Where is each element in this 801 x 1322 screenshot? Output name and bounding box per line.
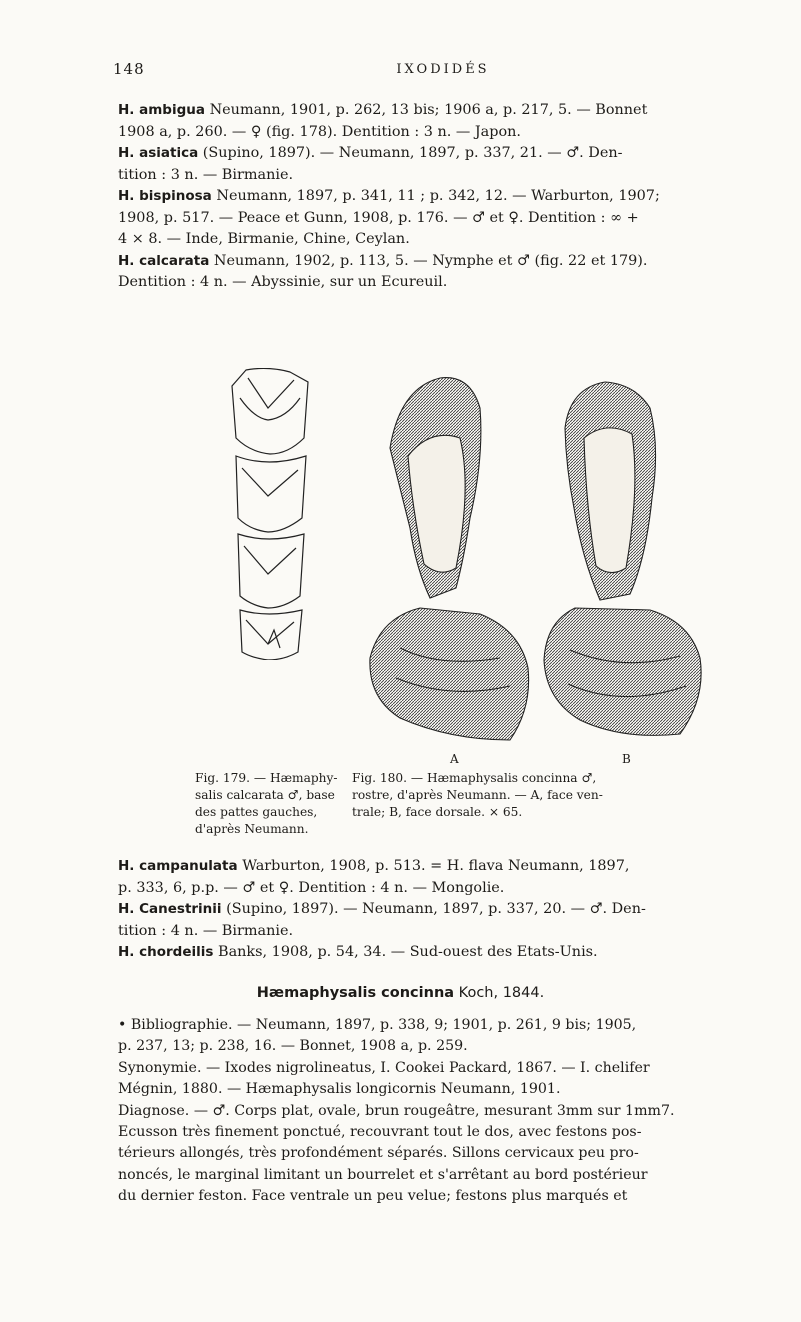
figure-180-caption — [352, 770, 772, 821]
species-name: H. chordeilis — [118, 944, 214, 960]
caption-line: Fig. 180. — Hæmaphysalis concinna ♂, — [352, 771, 597, 785]
entries-top — [118, 100, 778, 294]
entry-chordeilis — [118, 942, 778, 964]
entry-text: (Supino, 1897). — Neumann, 1897, p. 337, 20. — ♂. Den- — [226, 901, 646, 917]
entry-text: Neumann, 1897, p. 341, 11 ; p. 342, 12. — Warburton, 1907; — [216, 188, 660, 204]
entry-campanulata — [118, 856, 778, 899]
paragraph-line: du dernier feston. Face ventrale un peu velue; festons plus marqués et — [118, 1188, 628, 1205]
figure-label-a: A — [450, 752, 459, 766]
running-header — [113, 60, 773, 82]
figure-179-caption — [195, 770, 345, 838]
paragraph-line: Synonymie. — Ixodes nigrolineatus, I. Cookei Packard, 1867. — I. chelifer — [118, 1059, 650, 1076]
figure-label-b: B — [622, 752, 631, 766]
paragraph-line: p. 237, 13; p. 238, 16. — Bonnet, 1908 a, p. 259. — [118, 1038, 468, 1055]
species-description — [118, 1015, 780, 1208]
figure-180-rostrum — [360, 368, 730, 753]
entry-calcarata — [118, 251, 778, 294]
running-title: IXODIDÉS — [396, 62, 490, 77]
species-name: H. bispinosa — [118, 188, 212, 204]
entry-ambigua — [118, 100, 778, 143]
caption-line: salis calcarata ♂, base — [195, 788, 335, 802]
species-name: H. asiatica — [118, 145, 199, 161]
bibliography-paragraph — [118, 1015, 780, 1058]
entry-text: p. 333, 6, p.p. — ♂ et ♀. Dentition : 4 n. — Mongolie. — [118, 879, 505, 896]
entry-bispinosa — [118, 186, 778, 251]
species-name: H. calcarata — [118, 252, 210, 269]
species-name: H. campanulata — [118, 858, 238, 874]
entry-text: Dentition : 4 n. — Abyssinie, sur un Ecureuil. — [118, 274, 448, 290]
synonymy-paragraph — [118, 1058, 780, 1101]
figure-179-leg-bases — [228, 368, 314, 660]
caption-line: des pattes gauches, — [195, 805, 318, 819]
paragraph-line: Ecusson très finement ponctué, recouvrant tout le dos, avec festons pos- — [118, 1124, 642, 1141]
entry-text: Neumann, 1902, p. 113, 5. — Nymphe et ♂ (fig. 22 et 179). — [213, 252, 648, 269]
entry-canestrinii — [118, 899, 778, 942]
entry-text: Banks, 1908, p. 54, 34. — Sud-ouest des Etats-Unis. — [218, 944, 598, 960]
paragraph-line: Mégnin, 1880. — Hæmaphysalis longicornis Neumann, 1901. — [118, 1081, 561, 1098]
entry-text: tition : 3 n. — Birmanie. — [118, 166, 294, 183]
species-heading — [0, 985, 801, 1001]
entry-text: (Supino, 1897). — Neumann, 1897, p. 337, 21. — ♂. Den- — [202, 145, 623, 161]
paragraph-line: Diagnose. — ♂. Corps plat, ovale, brun rougeâtre, mesurant 3mm sur 1mm7. — [118, 1102, 675, 1119]
paragraph-line: • Bibliographie. — Neumann, 1897, p. 338, 9; 1901, p. 261, 9 bis; 1905, — [118, 1017, 637, 1033]
species-heading-author: Koch, 1844. — [458, 985, 545, 1001]
caption-line: rostre, d'après Neumann. — A, face ven- — [352, 788, 603, 802]
paragraph-line: noncés, le marginal limitant un bourrelet et s'arrêtant au bord postérieur — [118, 1166, 648, 1183]
species-name: H. Canestrinii — [118, 901, 222, 917]
page-number: 148 — [113, 60, 145, 78]
species-name: H. ambigua — [118, 102, 205, 118]
caption-line: Fig. 179. — Hæmaphy- — [195, 771, 338, 785]
species-heading-name: Hæmaphysalis concinna — [256, 985, 455, 1001]
entry-text: 4 × 8. — Inde, Birmanie, Chine, Ceylan. — [118, 231, 410, 247]
caption-line: trale; B, face dorsale. × 65. — [352, 805, 523, 819]
entry-text: Warburton, 1908, p. 513. = H. flava Neumann, 1897, — [242, 858, 630, 874]
diagnosis-paragraph — [118, 1101, 780, 1208]
entry-asiatica — [118, 143, 778, 186]
entries-bottom — [118, 856, 778, 964]
paragraph-line: térieurs allongés, très profondément séparés. Sillons cervicaux peu pro- — [118, 1145, 639, 1162]
entry-text: tition : 4 n. — Birmanie. — [118, 922, 294, 939]
caption-line: d'après Neumann. — [195, 822, 309, 836]
entry-text: 1908 a, p. 260. — ♀ (fig. 178). Dentition : 3 n. — Japon. — [118, 123, 521, 140]
entry-text: 1908, p. 517. — Peace et Gunn, 1908, p. 176. — ♂ et ♀. Dentition : ∞ + — [118, 209, 639, 226]
entry-text: Neumann, 1901, p. 262, 13 bis; 1906 a, p. 217, 5. — Bonnet — [209, 102, 648, 118]
